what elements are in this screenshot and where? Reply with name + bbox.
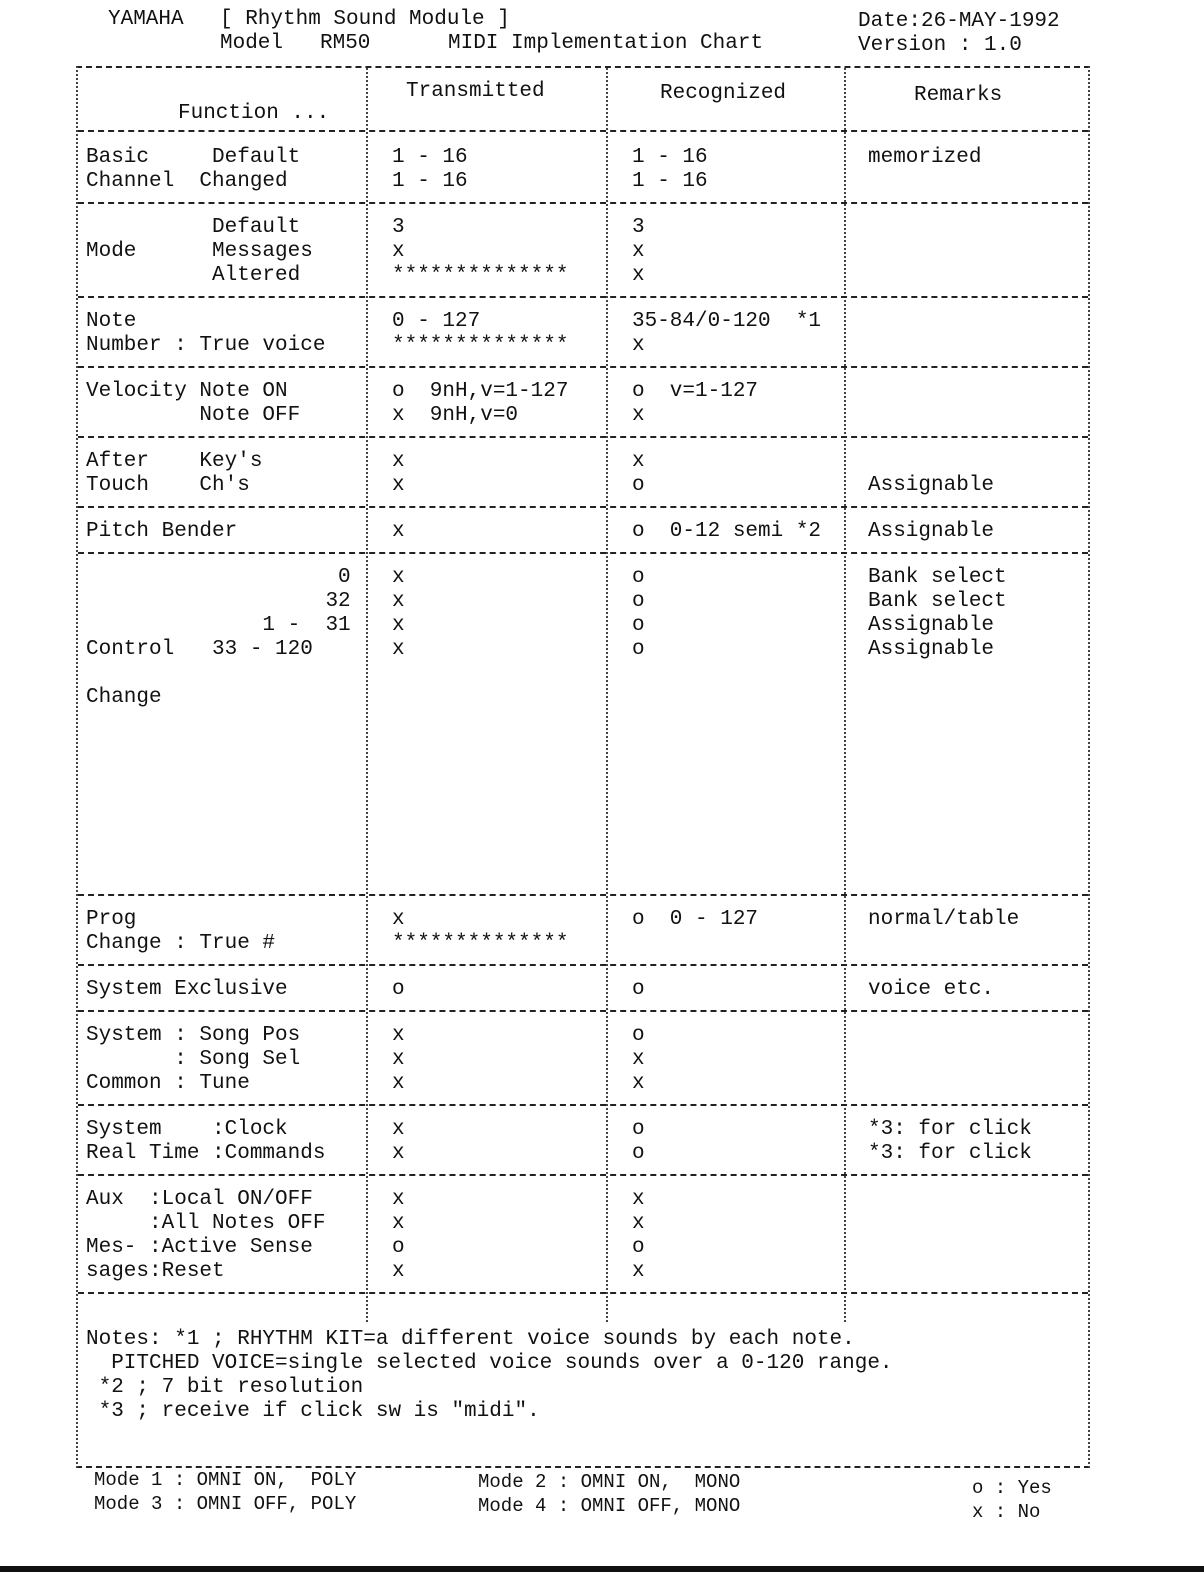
remarks-cell: voice etc. — [868, 978, 995, 1001]
footer-legend-no: x : No — [972, 1501, 1041, 1523]
recognized-cell: x — [632, 1260, 645, 1283]
column-header-transmitted: Transmitted — [406, 80, 545, 103]
header-product: [ Rhythm Sound Module ] — [220, 8, 510, 31]
recognized-cell: 35-84/0-120 *1 — [632, 310, 822, 333]
function-cell: System : Song Pos — [86, 1024, 301, 1047]
recognized-cell: x — [632, 1072, 645, 1095]
transmitted-cell: x — [392, 908, 405, 931]
recognized-cell: x — [632, 1048, 645, 1071]
transmitted-cell: x — [392, 1260, 405, 1283]
header-chart-title: MIDI Implementation Chart — [448, 32, 764, 55]
note-line: PITCHED VOICE=single selected voice sounds over a 0-120 range. — [86, 1352, 893, 1375]
transmitted-cell: x — [392, 474, 405, 497]
function-cell: Pitch Bender — [86, 520, 238, 543]
transmitted-cell: x — [392, 1072, 405, 1095]
function-cell: System :Clock — [86, 1118, 288, 1141]
transmitted-cell: 1 - 16 — [392, 170, 468, 193]
function-cell: Mes- :Active Sense — [86, 1236, 313, 1259]
transmitted-cell: x — [392, 240, 405, 263]
recognized-cell: x — [632, 404, 645, 427]
function-cell: Altered — [86, 264, 301, 287]
transmitted-cell: 0 - 127 — [392, 310, 481, 333]
recognized-cell: o — [632, 566, 645, 589]
function-cell: Velocity Note ON — [86, 380, 288, 403]
recognized-cell: o — [632, 1142, 645, 1165]
header-model-label: Model — [220, 32, 284, 55]
remarks-cell: normal/table — [868, 908, 1020, 931]
section-mode — [78, 206, 1088, 298]
function-cell: Note OFF — [86, 404, 301, 427]
column-header-recognized: Recognized — [660, 82, 787, 105]
transmitted-cell: ************** — [392, 264, 569, 287]
function-cell: Control 33 - 120 — [86, 638, 313, 661]
section-note-number — [78, 300, 1088, 368]
function-cell: Default — [86, 216, 301, 239]
section-velocity — [78, 370, 1088, 438]
recognized-cell: o — [632, 1236, 645, 1259]
transmitted-cell: o — [392, 1236, 405, 1259]
recognized-cell: o v=1-127 — [632, 380, 759, 403]
transmitted-cell: x — [392, 1142, 405, 1165]
transmitted-cell: x — [392, 638, 405, 661]
remarks-cell: *3: for click — [868, 1118, 1032, 1141]
function-cell: Common : Tune — [86, 1072, 250, 1095]
footer-mode-4: Mode 4 : OMNI OFF, MONO — [478, 1495, 741, 1517]
remarks-cell: Assignable — [868, 614, 995, 637]
function-cell: :All Notes OFF — [86, 1212, 326, 1235]
note-line: Notes: *1 ; RHYTHM KIT=a different voice sounds by each note. — [86, 1328, 855, 1351]
recognized-cell: o 0 - 127 — [632, 908, 759, 931]
section-system-realtime — [78, 1108, 1088, 1176]
recognized-cell: o — [632, 1118, 645, 1141]
transmitted-cell: x — [392, 590, 405, 613]
remarks-cell: Bank select — [868, 566, 1007, 589]
midi-implementation-chart — [76, 66, 1090, 1468]
remarks-cell: *3: for click — [868, 1142, 1032, 1165]
footer-mode-1: Mode 1 : OMNI ON, POLY — [94, 1469, 357, 1491]
footer-legend-yes: o : Yes — [972, 1477, 1052, 1499]
transmitted-cell: x — [392, 520, 405, 543]
function-cell: Prog — [86, 908, 137, 931]
section-prog-change — [78, 898, 1088, 966]
page-bottom-rule — [0, 1566, 1204, 1572]
transmitted-cell: o — [392, 978, 405, 1001]
recognized-cell: x — [632, 240, 645, 263]
recognized-cell: 3 — [632, 216, 645, 239]
transmitted-cell: x — [392, 1118, 405, 1141]
transmitted-cell: x — [392, 566, 405, 589]
function-cell: 32 — [86, 590, 351, 613]
function-cell: After Key's — [86, 450, 263, 473]
recognized-cell: o — [632, 590, 645, 613]
column-header-row — [78, 68, 1088, 132]
footer-mode-2: Mode 2 : OMNI ON, MONO — [478, 1471, 741, 1493]
transmitted-cell: x — [392, 614, 405, 637]
column-header-function: Function ... — [178, 102, 330, 125]
recognized-cell: 1 - 16 — [632, 146, 708, 169]
section-after-touch — [78, 440, 1088, 508]
transmitted-cell: x — [392, 1024, 405, 1047]
recognized-cell: x — [632, 450, 645, 473]
recognized-cell: o — [632, 1024, 645, 1047]
transmitted-cell: ************** — [392, 334, 569, 357]
transmitted-cell: x 9nH,v=0 — [392, 404, 519, 427]
remarks-cell: Assignable — [868, 520, 995, 543]
column-header-remarks: Remarks — [914, 84, 1003, 107]
transmitted-cell: x — [392, 1048, 405, 1071]
transmitted-cell: x — [392, 1212, 405, 1235]
note-line: *3 ; receive if click sw is "midi". — [86, 1400, 540, 1423]
header-version: Version : 1.0 — [858, 34, 1022, 57]
function-cell: Number : True voice — [86, 334, 326, 357]
header-maker: YAMAHA — [108, 8, 184, 31]
transmitted-cell: 1 - 16 — [392, 146, 468, 169]
recognized-cell: o — [632, 978, 645, 1001]
recognized-cell: 1 - 16 — [632, 170, 708, 193]
section-basic-channel — [78, 136, 1088, 204]
function-cell: 1 - 31 — [86, 614, 351, 637]
function-cell: 0 — [86, 566, 351, 589]
function-cell: Mode Messages — [86, 240, 313, 263]
function-cell: Note — [86, 310, 137, 333]
function-cell: Basic Default — [86, 146, 301, 169]
header-date: Date:26-MAY-1992 — [858, 10, 1060, 33]
transmitted-cell: o 9nH,v=1-127 — [392, 380, 569, 403]
section-pitch-bender — [78, 510, 1088, 554]
function-cell: Change — [86, 686, 162, 709]
remarks-cell: memorized — [868, 146, 982, 169]
function-cell: Aux :Local ON/OFF — [86, 1188, 313, 1211]
recognized-cell: x — [632, 1212, 645, 1235]
section-system-exclusive — [78, 968, 1088, 1012]
function-cell: sages:Reset — [86, 1260, 225, 1283]
function-cell: Change : True # — [86, 932, 276, 955]
transmitted-cell: ************** — [392, 932, 569, 955]
recognized-cell: o — [632, 614, 645, 637]
remarks-cell: Assignable — [868, 638, 995, 661]
function-cell: Touch Ch's — [86, 474, 250, 497]
recognized-cell: x — [632, 1188, 645, 1211]
recognized-cell: o 0-12 semi *2 — [632, 520, 822, 543]
section-aux-messages — [78, 1178, 1088, 1294]
remarks-cell: Assignable — [868, 474, 995, 497]
recognized-cell: o — [632, 638, 645, 661]
function-cell: Real Time :Commands — [86, 1142, 326, 1165]
note-line: *2 ; 7 bit resolution — [86, 1376, 364, 1399]
recognized-cell: x — [632, 334, 645, 357]
function-cell: Channel Changed — [86, 170, 288, 193]
function-cell: System Exclusive — [86, 978, 288, 1001]
footer-mode-3: Mode 3 : OMNI OFF, POLY — [94, 1493, 357, 1515]
remarks-cell: Bank select — [868, 590, 1007, 613]
function-cell: : Song Sel — [86, 1048, 301, 1071]
transmitted-cell: x — [392, 450, 405, 473]
transmitted-cell: 3 — [392, 216, 405, 239]
header-model: RM50 — [320, 32, 371, 55]
transmitted-cell: x — [392, 1188, 405, 1211]
recognized-cell: x — [632, 264, 645, 287]
section-control-change — [78, 556, 1088, 896]
recognized-cell: o — [632, 474, 645, 497]
section-system-common — [78, 1014, 1088, 1106]
